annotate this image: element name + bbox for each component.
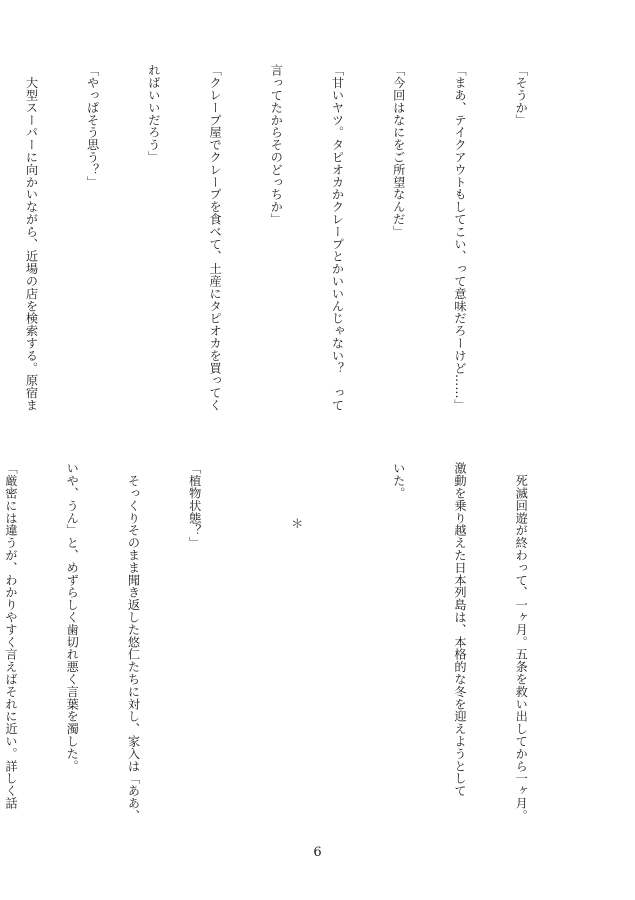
text-line: 死滅回遊が終わって、一ヶ月。五条を救い出してから一ヶ月。	[514, 462, 529, 822]
text-line: そっくりそのまま聞き返した悠仁たちに対し、家入は「ああ、	[126, 462, 141, 822]
text-line: 大型スーパーに向かいながら、近場の店を検索する。原宿ま	[24, 64, 39, 412]
text-line: 「クレープ屋でクレープを食べて、土産にタピオカを買ってく	[208, 64, 223, 412]
text-line: 「甘いヤツ。タピオカかクレープとかいいんじゃない？ って	[330, 64, 345, 412]
text-line: ればいいだろう」	[146, 64, 161, 164]
text-line: 「植物状態？」	[187, 462, 202, 549]
text-line: 言ってたからそのどっちか」	[269, 64, 284, 226]
scene-break-asterisk: ＊	[289, 517, 304, 530]
text-line: 「そうか」	[514, 64, 529, 126]
page-number: 6	[313, 845, 322, 860]
text-block-top	[24, 64, 572, 436]
text-line: 「やっぱそう思う？」	[85, 64, 100, 188]
text-line: いや、うん」と、めずらしく歯切れ悪く言葉を濁した。	[65, 462, 80, 772]
text-line: 「厳密には違うが、わかりやすく言えばそれに近い。詳しく話	[4, 462, 19, 810]
text-line: いた。	[391, 462, 406, 500]
text-block-bottom	[4, 462, 572, 834]
text-line: 「今回はなにをご所望なんだ」	[391, 64, 406, 238]
text-line: 激動を乗り越えた日本列島は、本格的な冬を迎えようとして	[452, 462, 467, 797]
text-line: 「まあ、テイクアウトもしてこい、って意味だろーけど……」	[452, 64, 467, 412]
